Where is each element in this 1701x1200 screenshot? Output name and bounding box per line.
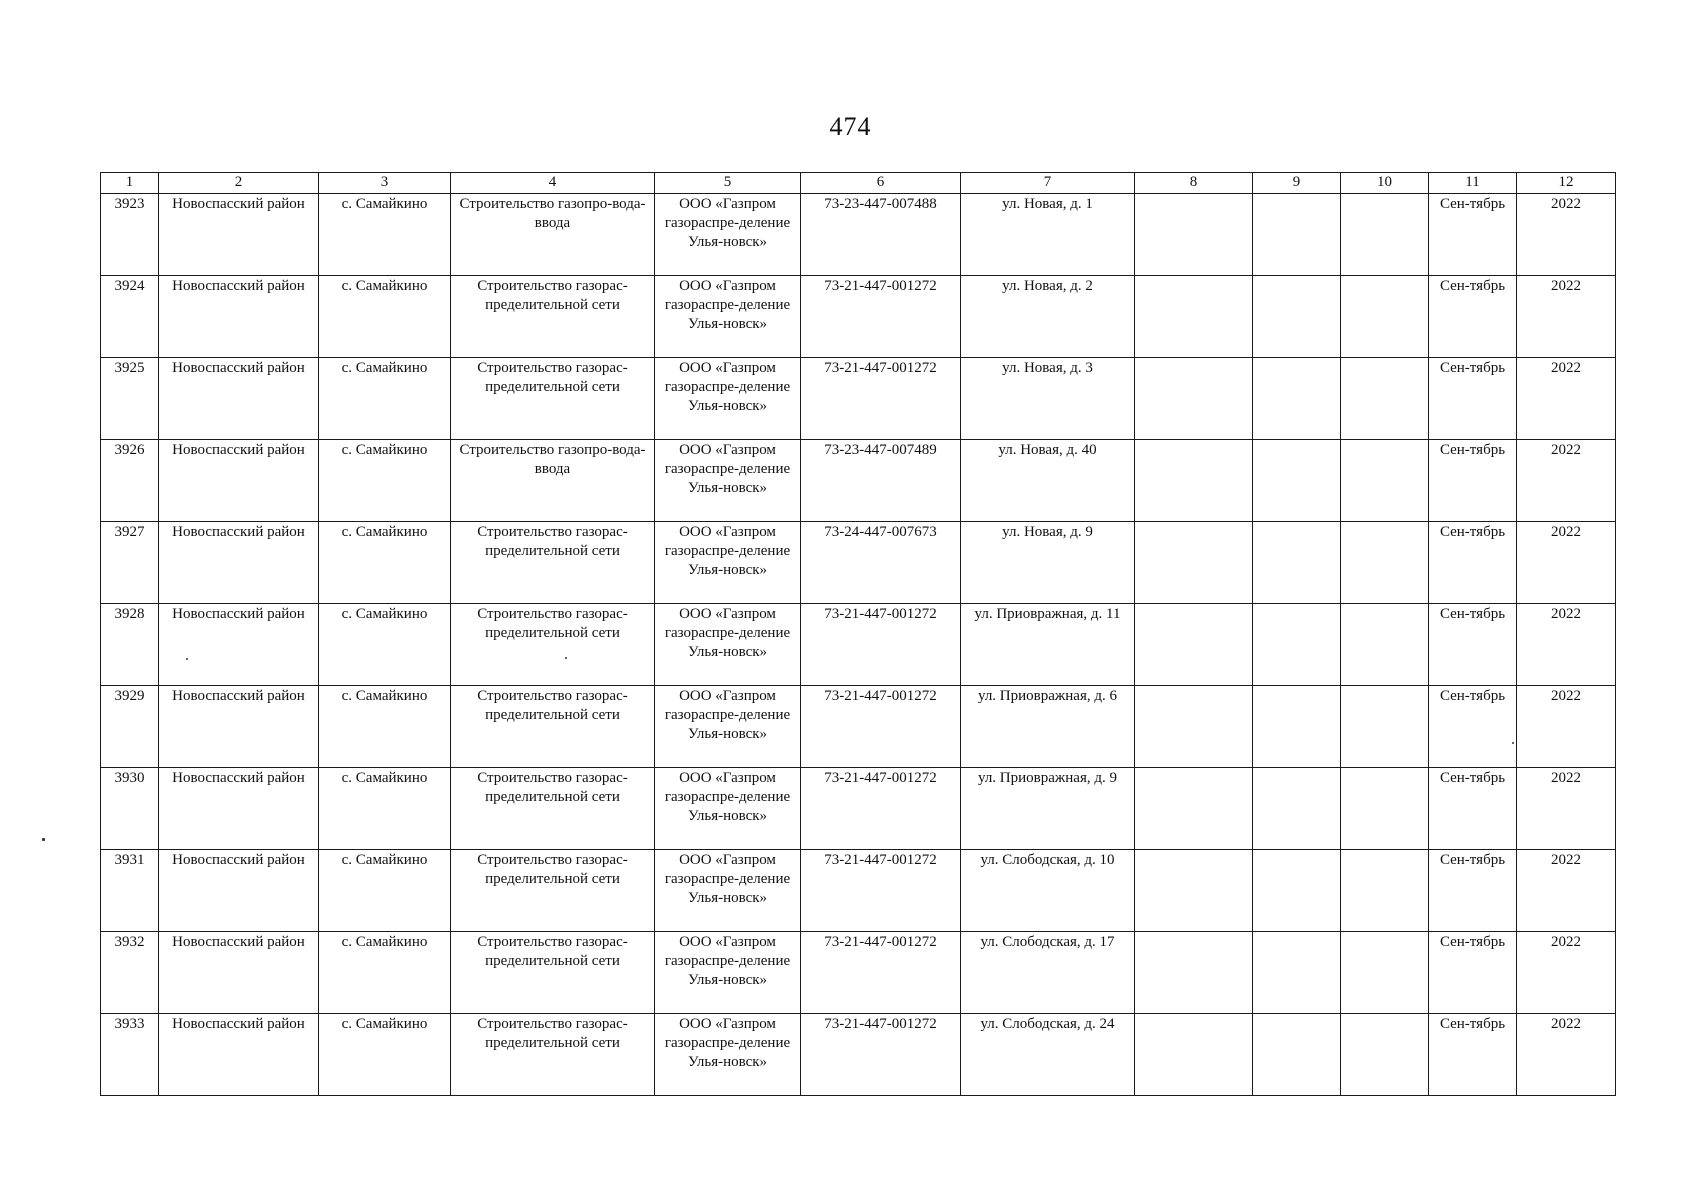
registry-number-cell: 73-21-447-001272 — [801, 1014, 961, 1096]
organization-cell: ООО «Газпром газораспре-деление Улья-новск» — [655, 522, 801, 604]
column-number-header: 9 — [1253, 173, 1341, 194]
table-body — [101, 194, 1616, 1096]
address-cell: ул. Новая, д. 9 — [961, 522, 1135, 604]
registry-number-cell: 73-21-447-001272 — [801, 768, 961, 850]
district-cell: Новоспасский район — [159, 850, 319, 932]
column-number-header: 1 — [101, 173, 159, 194]
registry-number-cell: 73-21-447-001272 — [801, 932, 961, 1014]
row-number-cell: 3928 — [101, 604, 159, 686]
row-number-cell: 3924 — [101, 276, 159, 358]
scan-speck — [42, 838, 45, 841]
row-number-cell: 3931 — [101, 850, 159, 932]
district-cell: Новоспасский район — [159, 358, 319, 440]
registry-number-cell: 73-21-447-001272 — [801, 686, 961, 768]
year-cell: 2022 — [1517, 522, 1616, 604]
organization-cell: ООО «Газпром газораспре-деление Улья-новск» — [655, 440, 801, 522]
month-cell: Сен-тябрь — [1429, 604, 1517, 686]
table-row — [101, 686, 1616, 768]
year-cell: 2022 — [1517, 276, 1616, 358]
row-number-cell: 3930 — [101, 768, 159, 850]
district-cell: Новоспасский район — [159, 1014, 319, 1096]
scan-speck — [1512, 742, 1514, 744]
column-number-header: 2 — [159, 173, 319, 194]
work-type-cell: Строительство газорас-пределительной сети — [451, 522, 655, 604]
month-cell: Сен-тябрь — [1429, 686, 1517, 768]
address-cell: ул. Приовражная, д. 6 — [961, 686, 1135, 768]
column-number-header: 6 — [801, 173, 961, 194]
registry-number-cell: 73-23-447-007488 — [801, 194, 961, 276]
table-row — [101, 276, 1616, 358]
scan-speck — [565, 657, 567, 659]
settlement-cell: с. Самайкино — [319, 276, 451, 358]
organization-cell: ООО «Газпром газораспре-деление Улья-новск» — [655, 276, 801, 358]
registry-number-cell: 73-21-447-001272 — [801, 850, 961, 932]
table-row — [101, 194, 1616, 276]
row-number-cell: 3926 — [101, 440, 159, 522]
column-10-cell — [1341, 194, 1429, 276]
district-cell: Новоспасский район — [159, 768, 319, 850]
address-cell: ул. Новая, д. 2 — [961, 276, 1135, 358]
column-10-cell — [1341, 768, 1429, 850]
registry-number-cell: 73-23-447-007489 — [801, 440, 961, 522]
page-number: 474 — [829, 112, 872, 141]
table-row — [101, 768, 1616, 850]
organization-cell: ООО «Газпром газораспре-деление Улья-новск» — [655, 194, 801, 276]
settlement-cell: с. Самайкино — [319, 522, 451, 604]
column-9-cell — [1253, 932, 1341, 1014]
column-8-cell — [1135, 194, 1253, 276]
work-type-cell: Строительство газорас-пределительной сети — [451, 604, 655, 686]
address-cell: ул. Приовражная, д. 11 — [961, 604, 1135, 686]
column-8-cell — [1135, 604, 1253, 686]
settlement-cell: с. Самайкино — [319, 932, 451, 1014]
table-row — [101, 932, 1616, 1014]
column-8-cell — [1135, 768, 1253, 850]
table-row — [101, 522, 1616, 604]
work-type-cell: Строительство газорас-пределительной сети — [451, 932, 655, 1014]
settlement-cell: с. Самайкино — [319, 358, 451, 440]
month-cell: Сен-тябрь — [1429, 276, 1517, 358]
settlement-cell: с. Самайкино — [319, 686, 451, 768]
column-10-cell — [1341, 604, 1429, 686]
column-number-header: 8 — [1135, 173, 1253, 194]
settlement-cell: с. Самайкино — [319, 768, 451, 850]
year-cell: 2022 — [1517, 604, 1616, 686]
row-number-cell: 3927 — [101, 522, 159, 604]
column-8-cell — [1135, 358, 1253, 440]
column-9-cell — [1253, 850, 1341, 932]
column-9-cell — [1253, 686, 1341, 768]
column-8-cell — [1135, 686, 1253, 768]
settlement-cell: с. Самайкино — [319, 850, 451, 932]
year-cell: 2022 — [1517, 194, 1616, 276]
column-9-cell — [1253, 358, 1341, 440]
table-row — [101, 604, 1616, 686]
year-cell: 2022 — [1517, 1014, 1616, 1096]
address-cell: ул. Слободская, д. 24 — [961, 1014, 1135, 1096]
column-9-cell — [1253, 440, 1341, 522]
work-type-cell: Строительство газорас-пределительной сети — [451, 1014, 655, 1096]
row-number-cell: 3923 — [101, 194, 159, 276]
column-number-header: 11 — [1429, 173, 1517, 194]
column-9-cell — [1253, 522, 1341, 604]
district-cell: Новоспасский район — [159, 932, 319, 1014]
year-cell: 2022 — [1517, 440, 1616, 522]
column-10-cell — [1341, 686, 1429, 768]
header-row — [101, 173, 1616, 194]
scan-speck — [186, 658, 188, 660]
month-cell: Сен-тябрь — [1429, 358, 1517, 440]
column-10-cell — [1341, 276, 1429, 358]
organization-cell: ООО «Газпром газораспре-деление Улья-новск» — [655, 850, 801, 932]
column-9-cell — [1253, 768, 1341, 850]
work-type-cell: Строительство газопро-вода-ввода — [451, 440, 655, 522]
column-number-header: 5 — [655, 173, 801, 194]
month-cell: Сен-тябрь — [1429, 850, 1517, 932]
work-type-cell: Строительство газорас-пределительной сети — [451, 276, 655, 358]
table-row — [101, 1014, 1616, 1096]
work-type-cell: Строительство газорас-пределительной сети — [451, 768, 655, 850]
address-cell: ул. Слободская, д. 17 — [961, 932, 1135, 1014]
address-cell: ул. Новая, д. 1 — [961, 194, 1135, 276]
registry-number-cell: 73-21-447-001272 — [801, 276, 961, 358]
organization-cell: ООО «Газпром газораспре-деление Улья-новск» — [655, 686, 801, 768]
row-number-cell: 3932 — [101, 932, 159, 1014]
address-cell: ул. Слободская, д. 10 — [961, 850, 1135, 932]
settlement-cell: с. Самайкино — [319, 440, 451, 522]
month-cell: Сен-тябрь — [1429, 932, 1517, 1014]
registry-number-cell: 73-24-447-007673 — [801, 522, 961, 604]
register-table — [100, 172, 1616, 1096]
column-number-header: 3 — [319, 173, 451, 194]
year-cell: 2022 — [1517, 686, 1616, 768]
address-cell: ул. Приовражная, д. 9 — [961, 768, 1135, 850]
settlement-cell: с. Самайкино — [319, 194, 451, 276]
column-8-cell — [1135, 850, 1253, 932]
settlement-cell: с. Самайкино — [319, 1014, 451, 1096]
row-number-cell: 3929 — [101, 686, 159, 768]
district-cell: Новоспасский район — [159, 276, 319, 358]
column-9-cell — [1253, 1014, 1341, 1096]
district-cell: Новоспасский район — [159, 522, 319, 604]
month-cell: Сен-тябрь — [1429, 440, 1517, 522]
year-cell: 2022 — [1517, 358, 1616, 440]
district-cell: Новоспасский район — [159, 194, 319, 276]
row-number-cell: 3933 — [101, 1014, 159, 1096]
district-cell: Новоспасский район — [159, 440, 319, 522]
column-10-cell — [1341, 850, 1429, 932]
district-cell: Новоспасский район — [159, 686, 319, 768]
month-cell: Сен-тябрь — [1429, 1014, 1517, 1096]
registry-number-cell: 73-21-447-001272 — [801, 604, 961, 686]
table-row — [101, 440, 1616, 522]
column-9-cell — [1253, 276, 1341, 358]
column-8-cell — [1135, 932, 1253, 1014]
work-type-cell: Строительство газорас-пределительной сети — [451, 686, 655, 768]
row-number-cell: 3925 — [101, 358, 159, 440]
column-8-cell — [1135, 276, 1253, 358]
column-number-header: 10 — [1341, 173, 1429, 194]
column-number-header: 7 — [961, 173, 1135, 194]
table-row — [101, 850, 1616, 932]
address-cell: ул. Новая, д. 3 — [961, 358, 1135, 440]
column-10-cell — [1341, 440, 1429, 522]
address-cell: ул. Новая, д. 40 — [961, 440, 1135, 522]
month-cell: Сен-тябрь — [1429, 768, 1517, 850]
column-8-cell — [1135, 522, 1253, 604]
column-8-cell — [1135, 1014, 1253, 1096]
column-10-cell — [1341, 522, 1429, 604]
column-10-cell — [1341, 358, 1429, 440]
table-row — [101, 358, 1616, 440]
year-cell: 2022 — [1517, 932, 1616, 1014]
column-9-cell — [1253, 194, 1341, 276]
registry-number-cell: 73-21-447-001272 — [801, 358, 961, 440]
organization-cell: ООО «Газпром газораспре-деление Улья-новск» — [655, 1014, 801, 1096]
work-type-cell: Строительство газопро-вода-ввода — [451, 194, 655, 276]
organization-cell: ООО «Газпром газораспре-деление Улья-новск» — [655, 932, 801, 1014]
settlement-cell: с. Самайкино — [319, 604, 451, 686]
work-type-cell: Строительство газорас-пределительной сети — [451, 358, 655, 440]
year-cell: 2022 — [1517, 850, 1616, 932]
district-cell: Новоспасский район — [159, 604, 319, 686]
column-number-header: 12 — [1517, 173, 1616, 194]
year-cell: 2022 — [1517, 768, 1616, 850]
column-9-cell — [1253, 604, 1341, 686]
organization-cell: ООО «Газпром газораспре-деление Улья-новск» — [655, 604, 801, 686]
column-10-cell — [1341, 932, 1429, 1014]
work-type-cell: Строительство газорас-пределительной сети — [451, 850, 655, 932]
organization-cell: ООО «Газпром газораспре-деление Улья-новск» — [655, 358, 801, 440]
month-cell: Сен-тябрь — [1429, 194, 1517, 276]
column-8-cell — [1135, 440, 1253, 522]
organization-cell: ООО «Газпром газораспре-деление Улья-новск» — [655, 768, 801, 850]
column-number-header: 4 — [451, 173, 655, 194]
month-cell: Сен-тябрь — [1429, 522, 1517, 604]
column-10-cell — [1341, 1014, 1429, 1096]
table-header — [101, 173, 1616, 194]
